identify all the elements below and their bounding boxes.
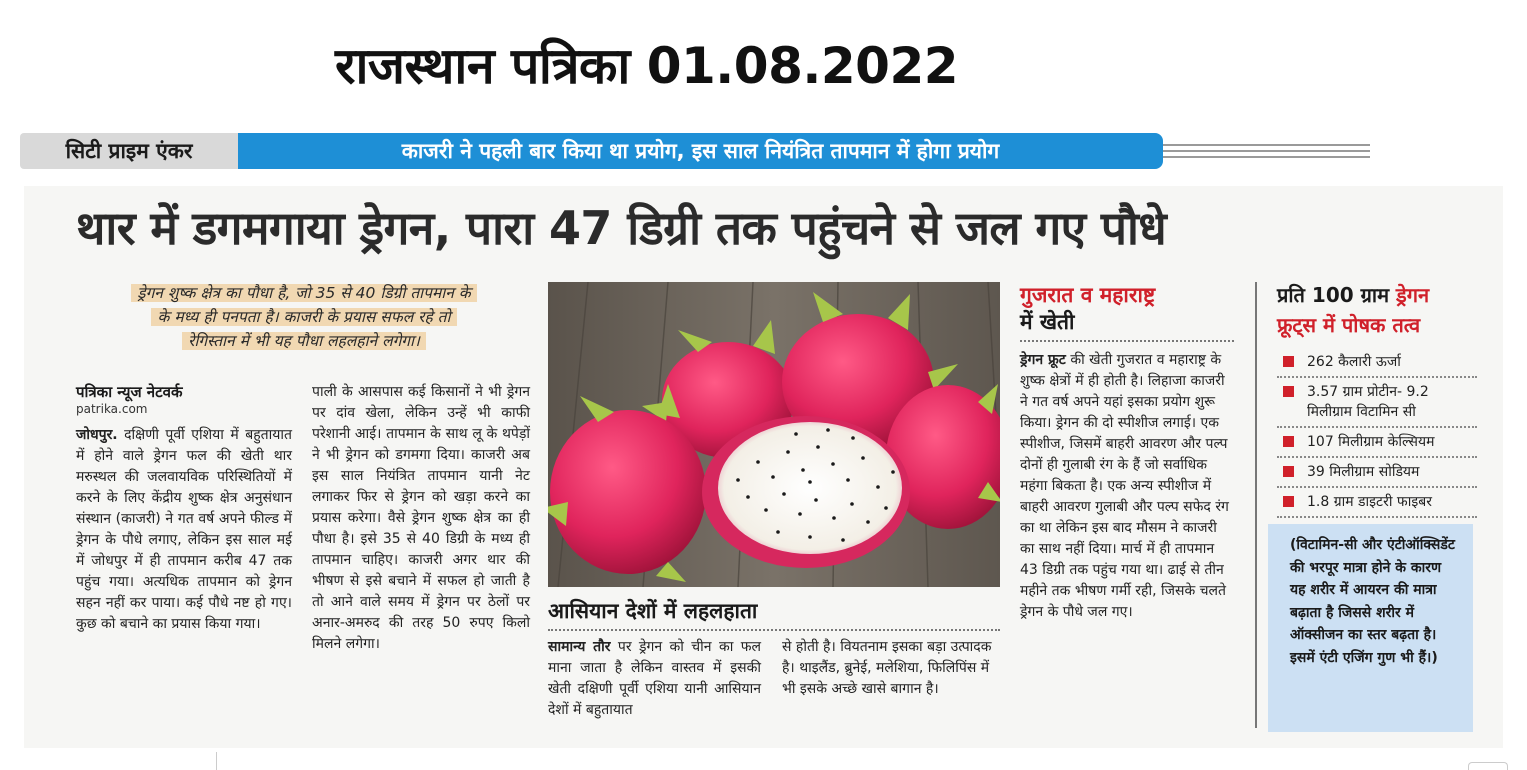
nutrition-title — [1277, 280, 1477, 340]
nutrient-text: 39 मिलीग्राम सोडियम — [1307, 464, 1420, 480]
asean-column-2 — [782, 637, 995, 700]
section-strip — [20, 133, 1370, 169]
nutrient-text: 1.8 ग्राम डाइटरी फाइबर — [1307, 494, 1432, 510]
list-item — [1277, 488, 1477, 518]
byline-site: patrika.com — [76, 402, 148, 416]
column-text: पाली के आसपास कई किसानों ने भी ड्रेगन पर दांव खेला, लेकिन उन्हें भी काफी परेशानी आई। तापमान के साथ लू के थपेड़ों ने भी ड्रेगन को डगमगा दिया। काजरी अब इस साल नियंत्रित तापमान यानी नेट लगाकर फिर से ड्रेगन को खड़ा करने का प्रयास करेगा। वैसे ड्रेगन शुष्क क्षेत्र का ही पौधा है। इसे 35 से 40 डिग्री के मध्य ही तापमान चाहिए। काजरी अगर थार की भीषण से इसे बचाने में सफल हो जाती है तो आने वाले समय में ड्रेगन पर ठेलों पर अनार-अमरुद की तरह 50 रुपए किलो मिलने लगेगा। — [312, 384, 530, 652]
column-rule — [1255, 282, 1257, 728]
nutrient-text: 107 मिलीग्राम केल्सियम — [1307, 434, 1435, 450]
asean-column-1 — [548, 637, 761, 721]
column-text: पर ड्रेगन को चीन का फल माना जाता है लेकिन वास्तव में इसकी खेती दक्षिणी पूर्वी एशिया यानी आसियान देशों में बहुतायात — [548, 639, 762, 718]
subhead-black: में खेती — [1020, 310, 1075, 334]
byline: पत्रिका न्यूज नेटवर्क — [76, 383, 183, 401]
gujarat-subhead — [1020, 282, 1245, 336]
nutrition-title-red: फ्रूट्स में पोषक तत्व — [1277, 313, 1421, 337]
column-text: दक्षिणी पूर्वी एशिया में बहुतायात में होने वाले ड्रेगन फल की खेती थार मरुस्थल की जलवायविक परिस्थितियों में करने के लिए केंद्रीय शुष्क क्षेत्र अनुसंधान संस्थान (काजरी) ने गत वर्ष अपने फील्ड में ड्रेगन के पौधे लगाए, लेकिन इस साल मई में जोधपुर में ही तापमान करीब 47 तक पहुंच गया। अत्यधिक तापमान को ड्रेगन सहन नहीं कर पाया। कई पौधे नष्ट हो गए। कुछ को बचाने का प्रयास किया गया। — [76, 427, 292, 632]
divider — [548, 629, 1000, 631]
column-text: की खेती गुजरात व महाराष्ट्र के शुष्क क्षेत्रों में ही होती है। लिहाजा काजरी ने गत वर्ष अपने यहां इसका प्रयोग शुरू किया। ड्रेगन की दो स्पीशीज लगाई। एक स्पीशीज, जिसमें बाहरी आवरण और पल्प दोनों ही गुलाबी रंग के हैं जो सर्वाधिक महंगा बिकता है। एक अन्य स्पीशीज में बाहरी आवरण गुलाबी और पल्प सफेद रंग का था लेकिन इस बाद मौसम ने काजरी का साथ नहीं दिया। मार्च में ही तापमान 43 डिग्री तक पहुंच गया था। ढाई से तीन महीने तक भीषण गर्मी रही, जिसके चलते ड्रेगन के पौधे जल गए। — [1020, 352, 1229, 620]
nutrient-text: 3.57 ग्राम प्रोटीन- 9.2 मिलीग्राम विटामिन सी — [1307, 384, 1429, 420]
nutrition-title-red: ड्रेगन — [1396, 283, 1430, 307]
divider — [1020, 340, 1234, 342]
viewer-divider — [216, 752, 217, 770]
deck-line: के मध्य ही पनपता है। काजरी के प्रयास सफल रहे तो — [151, 308, 456, 326]
nutrient-text: 262 कैलारी ऊर्जा — [1307, 354, 1401, 370]
lead-words: सामान्य तौर — [548, 639, 611, 655]
bullet-square-icon — [1283, 356, 1294, 367]
gujarat-column — [1020, 350, 1235, 623]
dragon-fruit-icon — [548, 282, 1000, 587]
clipping-caption: राजस्थान पत्रिका 01.08.2022 — [335, 37, 959, 95]
article-column-2 — [312, 382, 530, 655]
dateline: जोधपुर. — [76, 427, 118, 443]
bullet-square-icon — [1283, 496, 1294, 507]
list-item — [1277, 428, 1477, 458]
column-text: से होती है। वियतनाम इसका बड़ा उत्पादक है। थाइलैंड, ब्रुनेई, मलेशिया, फिलिपिंस में भी इसके अच्छे खासे बागान है। — [782, 639, 992, 697]
lead-words: ड्रेगन फ्रूट — [1020, 352, 1066, 368]
deck-line: ड्रेगन शुष्क क्षेत्र का पौधा है, जो 35 से 40 डिग्री तापमान के — [131, 284, 476, 302]
section-tag: सिटी प्राइम एंकर — [20, 133, 238, 169]
decorative-rules — [1163, 144, 1370, 158]
list-item — [1277, 348, 1477, 378]
list-item — [1277, 458, 1477, 488]
nutrition-title-black: प्रति 100 ग्राम — [1277, 283, 1390, 307]
deck-summary — [78, 281, 530, 353]
list-item — [1277, 378, 1477, 428]
viewer-corner-control[interactable] — [1468, 762, 1508, 770]
bullet-square-icon — [1283, 436, 1294, 447]
nutrition-info-box: (विटामिन-सी और एंटीऑक्सिडेंट की भरपूर मात्रा होने के कारण यह शरीर में आयरन की मात्रा बढ़ाता है जिससे शरीर में ऑक्सीजन का स्तर बढ़ता है। इसमें एंटी एजिंग गुण भी हैं।) — [1268, 524, 1473, 732]
article-column-1 — [76, 425, 292, 635]
deck-line: रेगिस्तान में भी यह पौधा लहलहाने लगेगा। — [182, 332, 426, 350]
dragon-fruit-photo — [548, 282, 1000, 587]
kicker-bar: काजरी ने पहली बार किया था प्रयोग, इस साल नियंत्रित तापमान में होगा प्रयोग — [238, 133, 1163, 169]
headline: थार में डगमगाया ड्रेगन, पारा 47 डिग्री तक पहुंचने से जल गए पौधे — [76, 201, 1167, 255]
nutrition-list — [1277, 348, 1477, 518]
bullet-square-icon — [1283, 386, 1294, 397]
bullet-square-icon — [1283, 466, 1294, 477]
asean-subhead: आसियान देशों में लहलहाता — [548, 599, 758, 623]
subhead-red: गुजरात व महाराष्ट्र — [1020, 283, 1156, 307]
